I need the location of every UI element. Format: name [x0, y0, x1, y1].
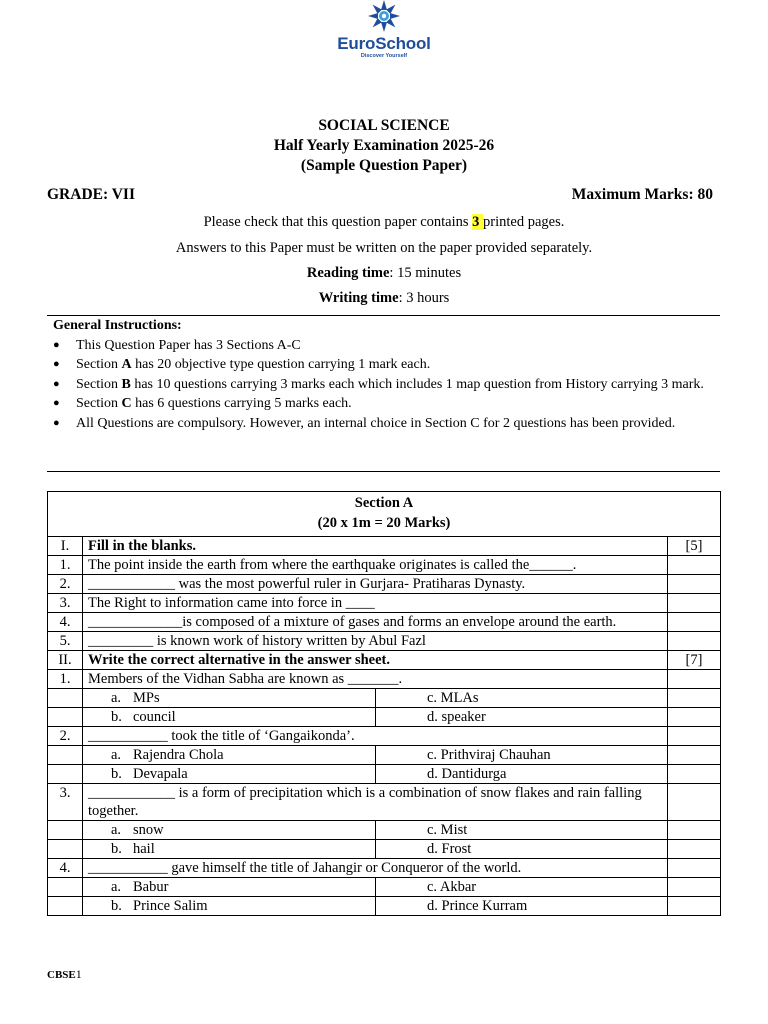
table-row — [48, 727, 721, 746]
empty-cell — [48, 765, 83, 784]
instruction-item — [53, 355, 713, 375]
marks-cell — [668, 765, 721, 784]
table-row — [48, 594, 721, 613]
instruction-section: C — [121, 396, 132, 411]
option-b — [83, 840, 376, 859]
option-letter: b. — [111, 898, 122, 914]
instruction-section: B — [121, 376, 131, 392]
option-a — [83, 878, 376, 897]
option-row — [48, 878, 721, 897]
marks-cell — [668, 746, 721, 765]
option-row — [48, 689, 721, 708]
empty-cell — [48, 708, 83, 727]
section-marks: (20 x 1m = 20 Marks) — [317, 515, 451, 531]
question-text: ____________ is a form of precipitation which is a combination of snow flakes and rain falling together. — [83, 784, 668, 821]
part-number: I. — [48, 537, 83, 556]
question-text: ___________ gave himself the title of Jahangir or Conqueror of the world. — [83, 859, 668, 878]
answers-note: Answers to this Paper must be written on the paper provided separately. — [175, 240, 593, 256]
part-heading-row — [48, 537, 721, 556]
pages-note — [0, 214, 768, 231]
table-row — [48, 613, 721, 632]
question-number: 1. — [48, 670, 83, 689]
option-a — [83, 689, 376, 708]
question-text: _________ is known work of history written by Abul Fazl — [83, 632, 668, 651]
exam-title: Half Yearly Examination 2025-26 — [273, 137, 495, 154]
option-c: c. MLAs — [376, 689, 668, 708]
writing-time — [0, 290, 768, 307]
option-a — [83, 821, 376, 840]
marks-cell — [668, 613, 721, 632]
footer-code: CBSE — [47, 969, 76, 981]
option-text: Devapala — [133, 766, 188, 782]
option-text: Babur — [133, 879, 169, 895]
option-text: council — [133, 709, 176, 725]
option-letter: b. — [111, 709, 122, 725]
option-row — [48, 746, 721, 765]
table-row — [48, 575, 721, 594]
question-number: 5. — [48, 632, 83, 651]
instruction-item — [53, 414, 713, 434]
pages-count: 3 — [472, 214, 484, 230]
option-text: Rajendra Chola — [133, 747, 224, 763]
general-instructions — [53, 316, 713, 433]
instruction-text: All Questions are compulsory. However, an internal choice in Section C for 2 questions has been provided. — [76, 415, 676, 431]
question-number: 2. — [48, 727, 83, 746]
option-b — [83, 708, 376, 727]
subject-title: SOCIAL SCIENCE — [318, 117, 450, 134]
option-letter: b. — [111, 766, 122, 782]
option-text: snow — [133, 822, 164, 838]
marks-cell — [668, 594, 721, 613]
pages-note-post: printed pages. — [483, 214, 565, 230]
reading-time-label: Reading time — [306, 265, 390, 281]
part-marks: [7] — [668, 651, 721, 670]
brand-name: EuroSchool — [337, 34, 431, 53]
part-heading-row — [48, 651, 721, 670]
instruction-item — [53, 336, 713, 356]
question-number: 3. — [48, 784, 83, 821]
part-number: II. — [48, 651, 83, 670]
option-text: Prince Salim — [133, 898, 208, 914]
part-heading: Fill in the blanks. — [83, 537, 668, 556]
option-row — [48, 840, 721, 859]
marks-cell — [668, 897, 721, 916]
option-row — [48, 708, 721, 727]
section-title: Section A — [354, 495, 414, 511]
writing-time-label: Writing time — [318, 290, 399, 306]
marks-cell — [668, 840, 721, 859]
instruction-section: A — [121, 357, 132, 372]
instruction-text: Section — [76, 376, 122, 392]
question-number: 1. — [48, 556, 83, 575]
writing-time-value: : 3 hours — [398, 290, 450, 306]
option-d: d. Dantidurga — [376, 765, 668, 784]
instruction-text: Section — [76, 396, 122, 411]
instruction-text: Section — [76, 357, 122, 372]
option-text: hail — [133, 841, 155, 857]
option-row — [48, 897, 721, 916]
star-emblem-icon — [360, 0, 408, 36]
section-a-table — [47, 491, 721, 916]
part-marks: [5] — [668, 537, 721, 556]
instructions-bottom-rule — [47, 471, 720, 472]
empty-cell — [48, 897, 83, 916]
question-number: 4. — [48, 613, 83, 632]
instruction-item — [53, 394, 713, 414]
option-row — [48, 821, 721, 840]
marks-cell — [668, 727, 721, 746]
instruction-text: has 6 questions carrying 5 marks each. — [131, 396, 352, 411]
option-row — [48, 765, 721, 784]
option-c: c. Prithviraj Chauhan — [376, 746, 668, 765]
option-b — [83, 897, 376, 916]
table-row — [48, 859, 721, 878]
table-row — [48, 632, 721, 651]
empty-cell — [48, 878, 83, 897]
option-d: d. Prince Kurram — [376, 897, 668, 916]
instruction-text: has 20 objective type question carrying 1 mark each. — [131, 357, 431, 372]
page-footer — [47, 967, 82, 982]
marks-cell — [668, 689, 721, 708]
option-d: d. Frost — [376, 840, 668, 859]
option-letter: a. — [111, 747, 122, 763]
table-row — [48, 784, 721, 821]
marks-cell — [668, 670, 721, 689]
question-number: 2. — [48, 575, 83, 594]
instructions-title: General Instructions: — [53, 318, 182, 333]
option-text: MPs — [133, 690, 160, 706]
pages-note-pre: Please check that this question paper contains — [203, 214, 473, 230]
question-text: The point inside the earth from where the earthquake originates is called the______. — [83, 556, 668, 575]
question-text: ____________ was the most powerful ruler in Gurjara- Pratiharas Dynasty. — [83, 575, 668, 594]
option-a — [83, 746, 376, 765]
reading-time-value: : 15 minutes — [389, 265, 462, 281]
empty-cell — [48, 821, 83, 840]
question-text: ___________ took the title of ‘Gangaikonda’. — [83, 727, 668, 746]
part-heading: Write the correct alternative in the answer sheet. — [83, 651, 668, 670]
option-d: d. speaker — [376, 708, 668, 727]
option-c: c. Mist — [376, 821, 668, 840]
marks-cell — [668, 556, 721, 575]
option-b — [83, 765, 376, 784]
instruction-item — [53, 375, 713, 395]
marks-cell — [668, 878, 721, 897]
grade-label: GRADE: VII — [47, 186, 135, 203]
option-letter: b. — [111, 841, 122, 857]
instruction-text: has 10 questions carrying 3 marks each which includes 1 map question from History carrying 3 mark. — [130, 376, 704, 392]
section-header-row — [48, 492, 721, 537]
marks-cell — [668, 708, 721, 727]
max-marks-label: Maximum Marks: 80 — [571, 186, 713, 203]
page-number: 1 — [75, 967, 82, 981]
question-number: 3. — [48, 594, 83, 613]
table-row — [48, 556, 721, 575]
reading-time — [0, 265, 768, 282]
marks-cell — [668, 575, 721, 594]
empty-cell — [48, 840, 83, 859]
question-text: Members of the Vidhan Sabha are known as _______. — [83, 670, 668, 689]
question-text: The Right to information came into force in ____ — [83, 594, 668, 613]
brand-tagline: Discover Yourself — [360, 53, 408, 59]
paper-type: (Sample Question Paper) — [300, 157, 468, 174]
option-letter: a. — [111, 879, 122, 895]
question-text: _____________is composed of a mixture of gases and forms an envelope around the earth. — [83, 613, 668, 632]
option-c: c. Akbar — [376, 878, 668, 897]
instruction-text: This Question Paper has 3 Sections A-C — [76, 337, 301, 353]
marks-cell — [668, 784, 721, 821]
marks-cell — [668, 859, 721, 878]
table-row — [48, 670, 721, 689]
section-header — [48, 492, 721, 537]
option-letter: a. — [111, 822, 122, 838]
marks-cell — [668, 821, 721, 840]
question-number: 4. — [48, 859, 83, 878]
instructions-list — [53, 336, 713, 434]
option-letter: a. — [111, 690, 122, 706]
empty-cell — [48, 689, 83, 708]
empty-cell — [48, 746, 83, 765]
marks-cell — [668, 632, 721, 651]
